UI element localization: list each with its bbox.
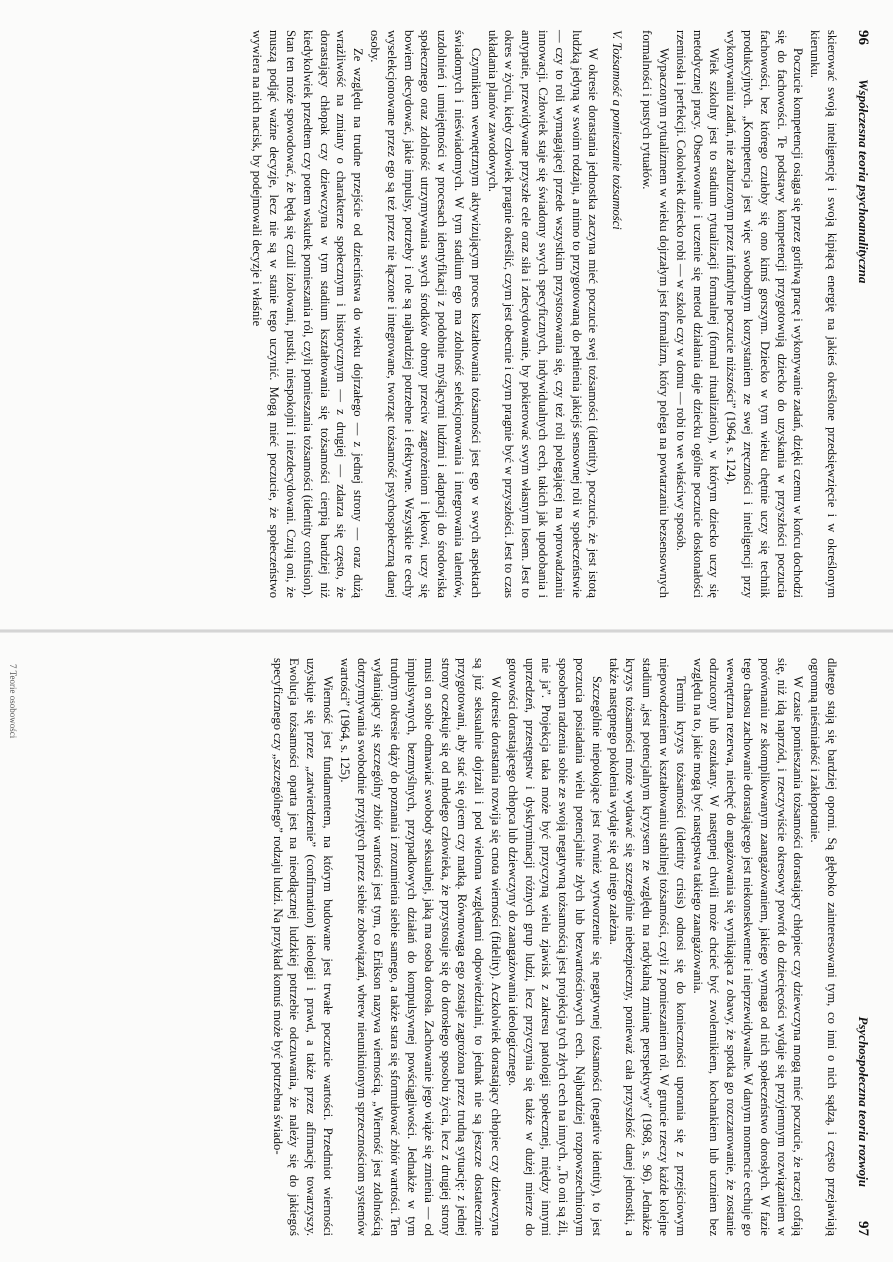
right-running-head-title: Psychospołeczna teoria rozwoju xyxy=(856,1016,871,1187)
left-page xyxy=(0,0,893,628)
book-gutter xyxy=(0,629,893,633)
right-paragraph-1: dlatego stają się bardziej oporni. Są głęboko zainteresowani tym, co inni o nich sądzą, i często przejawiają ogromną nieśmiałość i zakłopotanie. xyxy=(808,658,839,1236)
right-paragraph-3: Termin kryzys tożsamości (identity crisis) odnosi się do konieczności uporania się z przejściowym niepowodzeniem w kształtowaniu stabilnej tożsamości, czyli z pomieszaniem ról. W gruncie rzeczy każde kolejne stadium „jest potencjalnym kryzysem ze względu na radykalną zmianę perspektywy” (1968, s. 96). Jednakże kryzys tożsamości może wydawać się szczególnie niebezpieczny, ponieważ cała przyszłość danej jednostki, a także następnego pokolenia wydaje się od niego zależna. xyxy=(606,658,688,1236)
left-running-head-title: Współczesna teoria psychoanalityczna xyxy=(856,79,871,284)
section-paragraph-1: W okresie dorastania jednostka zaczyna mieć poczucie swej tożsamości (identity), poczucie, że jest istotą ludzką jedyną w swoim rodzaju, a mimo to przygotowaną do pełnienia jakiejś sensownej roli w społeczeństwie — czy to roli wymagającej przede wszystkim przystosowania się, czy też roli polegającej na wprowadzaniu innowacji. Człowiek staje się świadomy swych specyficznych, indywidualnych cech, takich jak upodobania i antypatie, przewidywane przyszłe cele oraz siła i zdecydowanie, by pokierować swym własnym losem. Jest to okres w życiu, kiedy człowiek pragnie określić, czym jest obecnie i czym pragnie być w przyszłości. Jest to czas układania planów zawodowych. xyxy=(485,30,601,598)
footer-signature-mark: 7 Teorie osobowości xyxy=(8,664,18,739)
right-page-number: 97 xyxy=(855,1221,871,1236)
section-heading: V. Tożsamość a pomieszanie tożsamości xyxy=(610,30,625,230)
right-paragraph-6: Wierność jest fundamentem, na którym budowane jest trwałe poczucie wartości. Przedmiot wierności uzyskuje się przez „zatwierdzenie” (confirmation) ideologii i prawd, a także przez afirmację towarzyszy. Ewolucja tożsamości oparta jest na nieodłącznej ludzkiej potrzebie odczuwania, że należy się do jakiegoś specyficznego czy „szczególnego” rodzaju ludzi. Na przykład komuś może być potrzebna świado- xyxy=(270,658,336,1236)
right-paragraph-2: W czasie pomieszania tożsamości dorastający chłopiec czy dziewczyna mogą mieć poczucie, że raczej cofają się, niż idą naprzód, i rzeczywiście okresowy powrót do dziecięcości wydaje się przyjemnym rozwiązaniem w porównaniu ze skomplikowanym zaangażowaniem, jakiego wymaga od nich społeczeństwo dorosłych. W fazie tego chaosu zachowanie dorastającego jest niekonsekwentne i nieprzewidywalne. W danym momencie cechuje go wewnętrzna rezerwa, niechęć do angażowania się wynikająca z obawy, że spotka go rozczarowanie, że zostanie odrzucony lub oszukany. W następnej chwili może chcieć być zwolennikiem, kochankiem lub uczniem bez względu na to, jakie mogą być następstwa takiego zaangażowania. xyxy=(690,658,806,1236)
section-paragraph-2: Czynnikiem wewnętrznym aktywizującym proces kształtowania tożsamości jest ego w swych aspektach świadomych i nieświadomych. W tym stadium ego ma zdolność selekcjonowania i integrowania talentów, uzdolnień i umiejętności w procesach identyfikacji z podobnie myślącymi ludźmi i adaptacji do środowiska społecznego oraz zdolność utrzymywania swych środków obrony przeciw zagrożeniom i lękowi, uczy się bowiem decydować, jakie impulsy, potrzeby i role są najbardziej potrzebne i efektywne. Wszystkie te cechy wyselekcjonowane przez ego są też przez nie łączone i integrowane, tworząc tożsamość psychospołeczną danej osoby. xyxy=(368,30,483,598)
left-paragraph-4: Wypaczonym rytualizmem w wieku dojrzałym jest formalizm, który polega na powtarzaniu bezsensownych formalności i pustych rytuałów. xyxy=(640,30,672,598)
left-running-head xyxy=(854,30,871,598)
right-paragraph-5: W okresie dorastania rozwija się cnota wierności (fidelity). Aczkolwiek dorastający chłopiec czy dziewczyna są już seksualnie dojrzali i pod wieloma względami odpowiedzialni, to jednak nie są jeszcze dostatecznie przygotowani, aby stać się ojcem czy matką. Równowaga ego zostaje zagrożona przez trudną sytuację: z jednej strony oczekuje się od młodego człowieka, że przystosuje się do dorosłego sposobu życia, lecz z drugiej strony musi on sobie odmawiać swobody seksualnej, jaką ma osoba dorosła. Zachowanie jego wiąże się zmienia — od impulsywnych, bezmyślnych, przypadkowych działań do kompulsywnej powściągliwości. Jednakże w tym trudnym okresie dąży do poznania i zrozumienia siebie samego, a także stara się sformułować zbiór wartości. Ten wyłaniający się szczególny zbiór wartości jest tym, co Erikson nazywa wiernością. „Wierność jest zdolnością dotrzymywania swobodnie przyjętych przez siebie zobowiązań, wbrew nieuniknionym sprzecznościom systemów wartości” (1964, s. 125). xyxy=(337,658,504,1236)
left-page-number: 96 xyxy=(855,30,871,45)
right-page xyxy=(0,634,893,1262)
left-paragraph-1: skierować swoją inteligencję i swoją kipiącą energię na jakieś określone przedsięwzięcie i w określonym kierunku. xyxy=(808,30,839,598)
right-running-head xyxy=(854,658,871,1236)
left-paragraph-2: Poczucie kompetencji osiąga się przez gorliwą pracę i wykonywanie zadań, dzięki czemu w końcu dochodzi się do fachowości. Te podstawy kompetencji przygotowują dziecko do uzyskania w przyszłości poczucia fachowości, bez którego czułoby się ono kimś gorszym. Dziecko w tym wieku chętnie uczy się technik produkcyjnych. „Kompetencja jest więc swobodnym korzystaniem ze swej zręczności i inteligencji przy wykonywaniu zadań, nie zaburzonym przez infantylne poczucie niższości” (1964, s. 124). xyxy=(724,30,806,598)
section-paragraph-3: Ze względu na trudne przejście od dzieciństwa do wieku dojrzałego — z jednej strony — oraz dużą wrażliwość na zmiany o charakterze społecznym i historycznym — z drugiej — zdarza się często, że dorastający chłopak czy dziewczyna w tym stadium kształtowania się tożsamości cierpią bardziej niż kiedykolwiek przedtem czy potem wskutek pomieszania ról, czyli pomieszania tożsamości (identity confusion). Stan ten może spowodować, że będą się czuli izolowani, pustki, niespokojni i niezdecydowani. Czują oni, że muszą podjąć ważne decyzje, lecz nie są w stanie tego uczynić. Mogą mieć poczucie, że społeczeństwo wywiera na nich nacisk, by podejmowali decyzje i właśnie xyxy=(250,30,366,598)
left-paragraph-3: Wiek szkolny jest to stadium rytualizacji formalnej (formal ritualization), w którym dziecko uczy się metodycznej pracy. Obserwowanie i uczenie się metod działania daje dziecku ogólne poczucie doskonałości rzemiosła i perfekcji. Cokolwiek dziecko robi — w szkole czy w domu — robi to we właściwy sposób. xyxy=(673,30,722,598)
right-paragraph-4: Szczególnie niepokojące jest również wytworzenie się negatywnej tożsamości (negative identity), to jest poczucia posiadania wielu potencjalnie złych lub bezwartościowych cech. Najbardziej rozpowszechnionym sposobem radzenia sobie ze swoją negatywną tożsamością jest projekcja tych złych cech na innych. „To oni są źli, nie ja”. Projekcja taka może być przyczyną wielu zjawisk z zakresu patologii społecznej, między innymi uprzedzeń, przestępstw i dyskryminacji różnych grup ludzi, lecz przyczynia się także w dużej mierze do gotowości dorastającego chłopca lub dziewczyny do zaangażowania ideologicznego. xyxy=(505,658,604,1236)
